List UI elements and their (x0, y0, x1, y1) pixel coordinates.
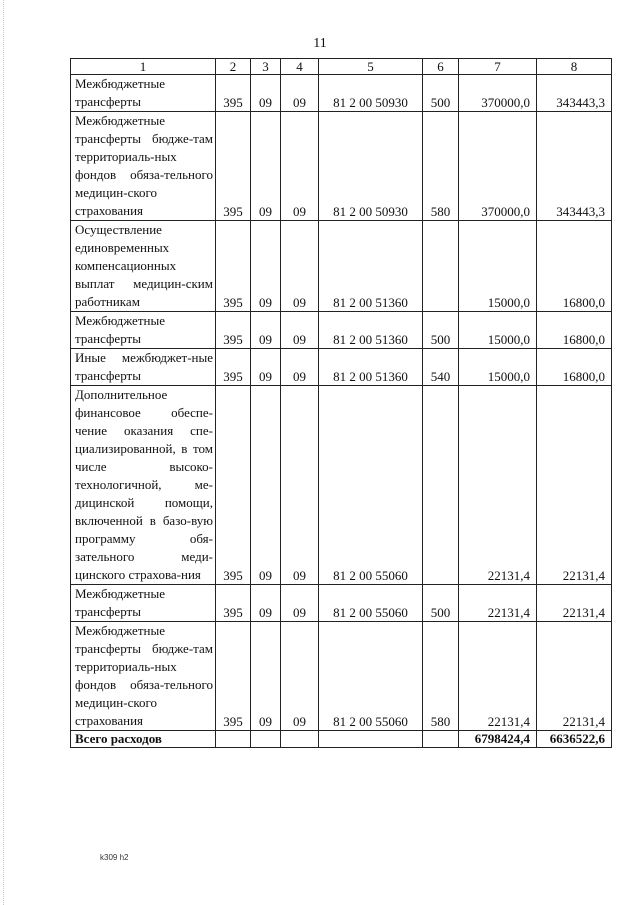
expense-type-cell (423, 386, 459, 585)
footer-code: k309 h2 (100, 853, 129, 862)
amount-col7-cell: 22131,4 (459, 386, 537, 585)
column-header: 7 (459, 59, 537, 75)
subsection-code-cell: 09 (281, 349, 319, 386)
table-header-row (71, 59, 612, 75)
expense-name-cell: Межбюджетные трансферты бюдже-там территориаль-ных фондов обяза-тельного медицин-ского страхования (71, 112, 216, 221)
amount-col7-cell: 15000,0 (459, 312, 537, 349)
page-edge-line (3, 0, 4, 905)
amount-col7-cell: 370000,0 (459, 75, 537, 112)
ministry-code-cell: 395 (216, 312, 251, 349)
amount-col8-cell: 343443,3 (537, 75, 612, 112)
expense-type-cell: 500 (423, 312, 459, 349)
budget-table (70, 58, 612, 748)
amount-col8-cell: 22131,4 (537, 386, 612, 585)
empty-cell (319, 731, 423, 748)
expense-type-cell: 500 (423, 75, 459, 112)
column-header: 8 (537, 59, 612, 75)
table-row (71, 75, 612, 112)
column-header: 1 (71, 59, 216, 75)
section-code-cell: 09 (251, 386, 281, 585)
total-row (71, 731, 612, 748)
amount-col7-cell: 22131,4 (459, 585, 537, 622)
ministry-code-cell: 395 (216, 622, 251, 731)
table-row (71, 312, 612, 349)
table-row (71, 349, 612, 386)
expense-name-cell: Межбюджетные трансферты (71, 585, 216, 622)
empty-cell (281, 731, 319, 748)
ministry-code-cell: 395 (216, 75, 251, 112)
amount-col7-cell: 370000,0 (459, 112, 537, 221)
subsection-code-cell: 09 (281, 386, 319, 585)
column-header: 2 (216, 59, 251, 75)
amount-col7-cell: 15000,0 (459, 221, 537, 312)
section-code-cell: 09 (251, 349, 281, 386)
target-article-cell: 81 2 00 50930 (319, 75, 423, 112)
amount-col8-cell: 343443,3 (537, 112, 612, 221)
expense-name-cell: Межбюджетные трансферты (71, 312, 216, 349)
amount-col8-cell: 16800,0 (537, 221, 612, 312)
table-row (71, 622, 612, 731)
target-article-cell: 81 2 00 55060 (319, 386, 423, 585)
target-article-cell: 81 2 00 55060 (319, 585, 423, 622)
total-amount-col8: 6636522,6 (537, 731, 612, 748)
table-body (71, 59, 612, 748)
target-article-cell: 81 2 00 51360 (319, 349, 423, 386)
section-code-cell: 09 (251, 585, 281, 622)
subsection-code-cell: 09 (281, 221, 319, 312)
column-header: 3 (251, 59, 281, 75)
section-code-cell: 09 (251, 312, 281, 349)
empty-cell (251, 731, 281, 748)
amount-col8-cell: 16800,0 (537, 349, 612, 386)
amount-col8-cell: 22131,4 (537, 622, 612, 731)
expense-type-cell: 580 (423, 112, 459, 221)
section-code-cell: 09 (251, 75, 281, 112)
amount-col7-cell: 22131,4 (459, 622, 537, 731)
total-label: Всего расходов (71, 731, 216, 748)
target-article-cell: 81 2 00 51360 (319, 312, 423, 349)
subsection-code-cell: 09 (281, 312, 319, 349)
amount-col7-cell: 15000,0 (459, 349, 537, 386)
subsection-code-cell: 09 (281, 112, 319, 221)
column-header: 5 (319, 59, 423, 75)
expense-name-cell: Межбюджетные трансферты (71, 75, 216, 112)
section-code-cell: 09 (251, 221, 281, 312)
expense-name-cell: Дополнительное финансовое обеспе-чение оказания спе-циализированной, в том числе высоко-технологичной, ме-дицинской помощи, включенной в базо-вую программу обя-зательного меди-цинского страхова-ния (71, 386, 216, 585)
table-row (71, 221, 612, 312)
expense-type-cell: 540 (423, 349, 459, 386)
target-article-cell: 81 2 00 50930 (319, 112, 423, 221)
amount-col8-cell: 16800,0 (537, 312, 612, 349)
amount-col8-cell: 22131,4 (537, 585, 612, 622)
table-row (71, 386, 612, 585)
total-amount-col7: 6798424,4 (459, 731, 537, 748)
table-row (71, 112, 612, 221)
target-article-cell: 81 2 00 55060 (319, 622, 423, 731)
table-row (71, 585, 612, 622)
empty-cell (423, 731, 459, 748)
ministry-code-cell: 395 (216, 386, 251, 585)
ministry-code-cell: 395 (216, 349, 251, 386)
ministry-code-cell: 395 (216, 585, 251, 622)
section-code-cell: 09 (251, 112, 281, 221)
page-number: 11 (313, 36, 327, 51)
empty-cell (216, 731, 251, 748)
column-header: 4 (281, 59, 319, 75)
expense-name-cell: Иные межбюджет-ные трансферты (71, 349, 216, 386)
subsection-code-cell: 09 (281, 75, 319, 112)
expense-name-cell: Межбюджетные трансферты бюдже-там территориаль-ных фондов обяза-тельного медицин-ского страхования (71, 622, 216, 731)
column-header: 6 (423, 59, 459, 75)
ministry-code-cell: 395 (216, 112, 251, 221)
subsection-code-cell: 09 (281, 585, 319, 622)
expense-type-cell: 580 (423, 622, 459, 731)
section-code-cell: 09 (251, 622, 281, 731)
target-article-cell: 81 2 00 51360 (319, 221, 423, 312)
subsection-code-cell: 09 (281, 622, 319, 731)
expense-type-cell: 500 (423, 585, 459, 622)
ministry-code-cell: 395 (216, 221, 251, 312)
expense-type-cell (423, 221, 459, 312)
expense-name-cell: Осуществление единовременных компенсационных выплат медицин-ским работникам (71, 221, 216, 312)
